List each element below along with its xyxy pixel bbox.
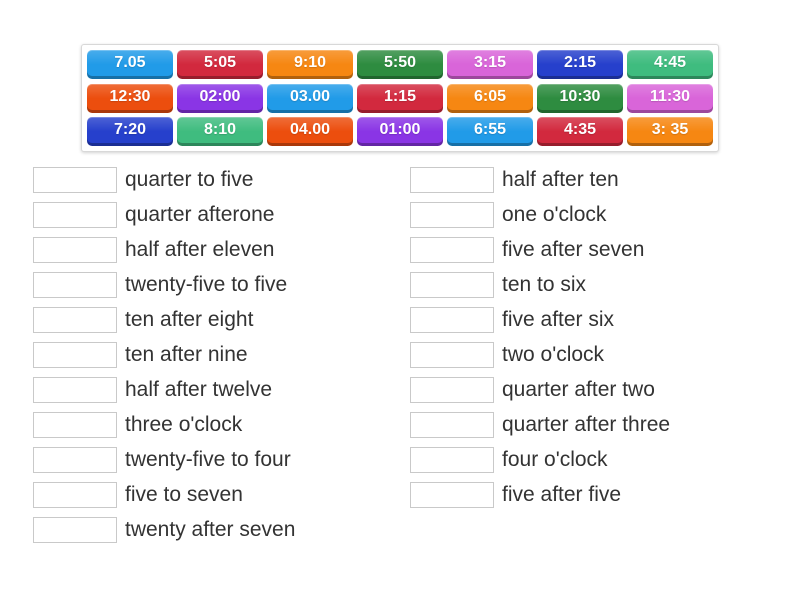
- time-tile[interactable]: 5:50: [357, 50, 443, 79]
- match-label: ten after eight: [125, 308, 254, 331]
- answer-slot[interactable]: [410, 447, 494, 473]
- match-item: [410, 377, 670, 403]
- answer-slot[interactable]: [410, 377, 494, 403]
- match-label: quarter after three: [502, 413, 671, 436]
- answer-slot[interactable]: [33, 167, 117, 193]
- answer-slot[interactable]: [410, 412, 494, 438]
- match-label: quarter to five: [125, 168, 254, 191]
- answer-slot[interactable]: [410, 307, 494, 333]
- answer-slot[interactable]: [33, 237, 117, 263]
- time-tile[interactable]: 4:35: [537, 117, 623, 146]
- answer-slot[interactable]: [33, 202, 117, 228]
- match-label: ten after nine: [125, 343, 248, 366]
- answer-slot[interactable]: [33, 272, 117, 298]
- match-item: [33, 447, 295, 473]
- answer-slot[interactable]: [33, 517, 117, 543]
- match-item: [33, 237, 295, 263]
- answer-slot[interactable]: [33, 482, 117, 508]
- time-tile[interactable]: 1:15: [357, 84, 443, 113]
- tile-row: [86, 50, 714, 79]
- match-label: three o'clock: [125, 413, 243, 436]
- match-item: [410, 237, 670, 263]
- match-item: [410, 482, 670, 508]
- time-tile[interactable]: 9:10: [267, 50, 353, 79]
- match-label: half after twelve: [125, 378, 273, 401]
- match-item: [33, 412, 295, 438]
- match-label: twenty-five to five: [125, 273, 288, 296]
- time-tile[interactable]: 12:30: [87, 84, 173, 113]
- answer-slot[interactable]: [410, 482, 494, 508]
- answer-slot[interactable]: [410, 342, 494, 368]
- time-tile[interactable]: 6:05: [447, 84, 533, 113]
- answer-slot[interactable]: [410, 167, 494, 193]
- match-column-right: [410, 167, 670, 517]
- time-tile[interactable]: 8:10: [177, 117, 263, 146]
- match-label: one o'clock: [502, 203, 607, 226]
- time-tile[interactable]: 2:15: [537, 50, 623, 79]
- match-item: [33, 202, 295, 228]
- match-item: [410, 272, 670, 298]
- answer-slot[interactable]: [410, 237, 494, 263]
- match-label: half after eleven: [125, 238, 275, 261]
- time-tile[interactable]: 3:15: [447, 50, 533, 79]
- time-tile[interactable]: 04.00: [267, 117, 353, 146]
- time-tile[interactable]: 7.05: [87, 50, 173, 79]
- answer-slot[interactable]: [33, 447, 117, 473]
- match-item: [410, 447, 670, 473]
- match-label: four o'clock: [502, 448, 608, 471]
- answer-slot[interactable]: [410, 272, 494, 298]
- time-tile[interactable]: 03.00: [267, 84, 353, 113]
- match-label: two o'clock: [502, 343, 605, 366]
- time-tile[interactable]: 7:20: [87, 117, 173, 146]
- match-item: [410, 167, 670, 193]
- match-column-left: [33, 167, 295, 552]
- time-tile[interactable]: 3: 35: [627, 117, 713, 146]
- match-item: [33, 307, 295, 333]
- match-label: quarter after two: [502, 378, 655, 401]
- time-tile[interactable]: 02:00: [177, 84, 263, 113]
- tile-board: [81, 44, 719, 152]
- match-label: quarter afterone: [125, 203, 275, 226]
- match-item: [410, 412, 670, 438]
- match-item: [33, 272, 295, 298]
- answer-slot[interactable]: [33, 377, 117, 403]
- match-item: [33, 377, 295, 403]
- answer-slot[interactable]: [410, 202, 494, 228]
- match-item: [33, 482, 295, 508]
- answer-slot[interactable]: [33, 307, 117, 333]
- match-label: twenty after seven: [125, 518, 296, 541]
- time-tile[interactable]: 10:30: [537, 84, 623, 113]
- tile-row: [86, 84, 714, 113]
- match-label: five after five: [502, 483, 622, 506]
- match-item: [33, 167, 295, 193]
- tile-row: [86, 117, 714, 146]
- match-item: [410, 307, 670, 333]
- match-item: [410, 202, 670, 228]
- answer-slot[interactable]: [33, 342, 117, 368]
- time-tile[interactable]: 6:55: [447, 117, 533, 146]
- time-tile[interactable]: 11:30: [627, 84, 713, 113]
- match-label: five after six: [502, 308, 615, 331]
- match-label: half after ten: [502, 168, 619, 191]
- match-label: twenty-five to four: [125, 448, 291, 471]
- match-item: [33, 342, 295, 368]
- match-label: five to seven: [125, 483, 243, 506]
- match-item: [33, 517, 295, 543]
- time-tile[interactable]: 5:05: [177, 50, 263, 79]
- match-item: [410, 342, 670, 368]
- answer-slot[interactable]: [33, 412, 117, 438]
- time-tile[interactable]: 4:45: [627, 50, 713, 79]
- time-tile[interactable]: 01:00: [357, 117, 443, 146]
- match-label: ten to six: [502, 273, 587, 296]
- match-label: five after seven: [502, 238, 645, 261]
